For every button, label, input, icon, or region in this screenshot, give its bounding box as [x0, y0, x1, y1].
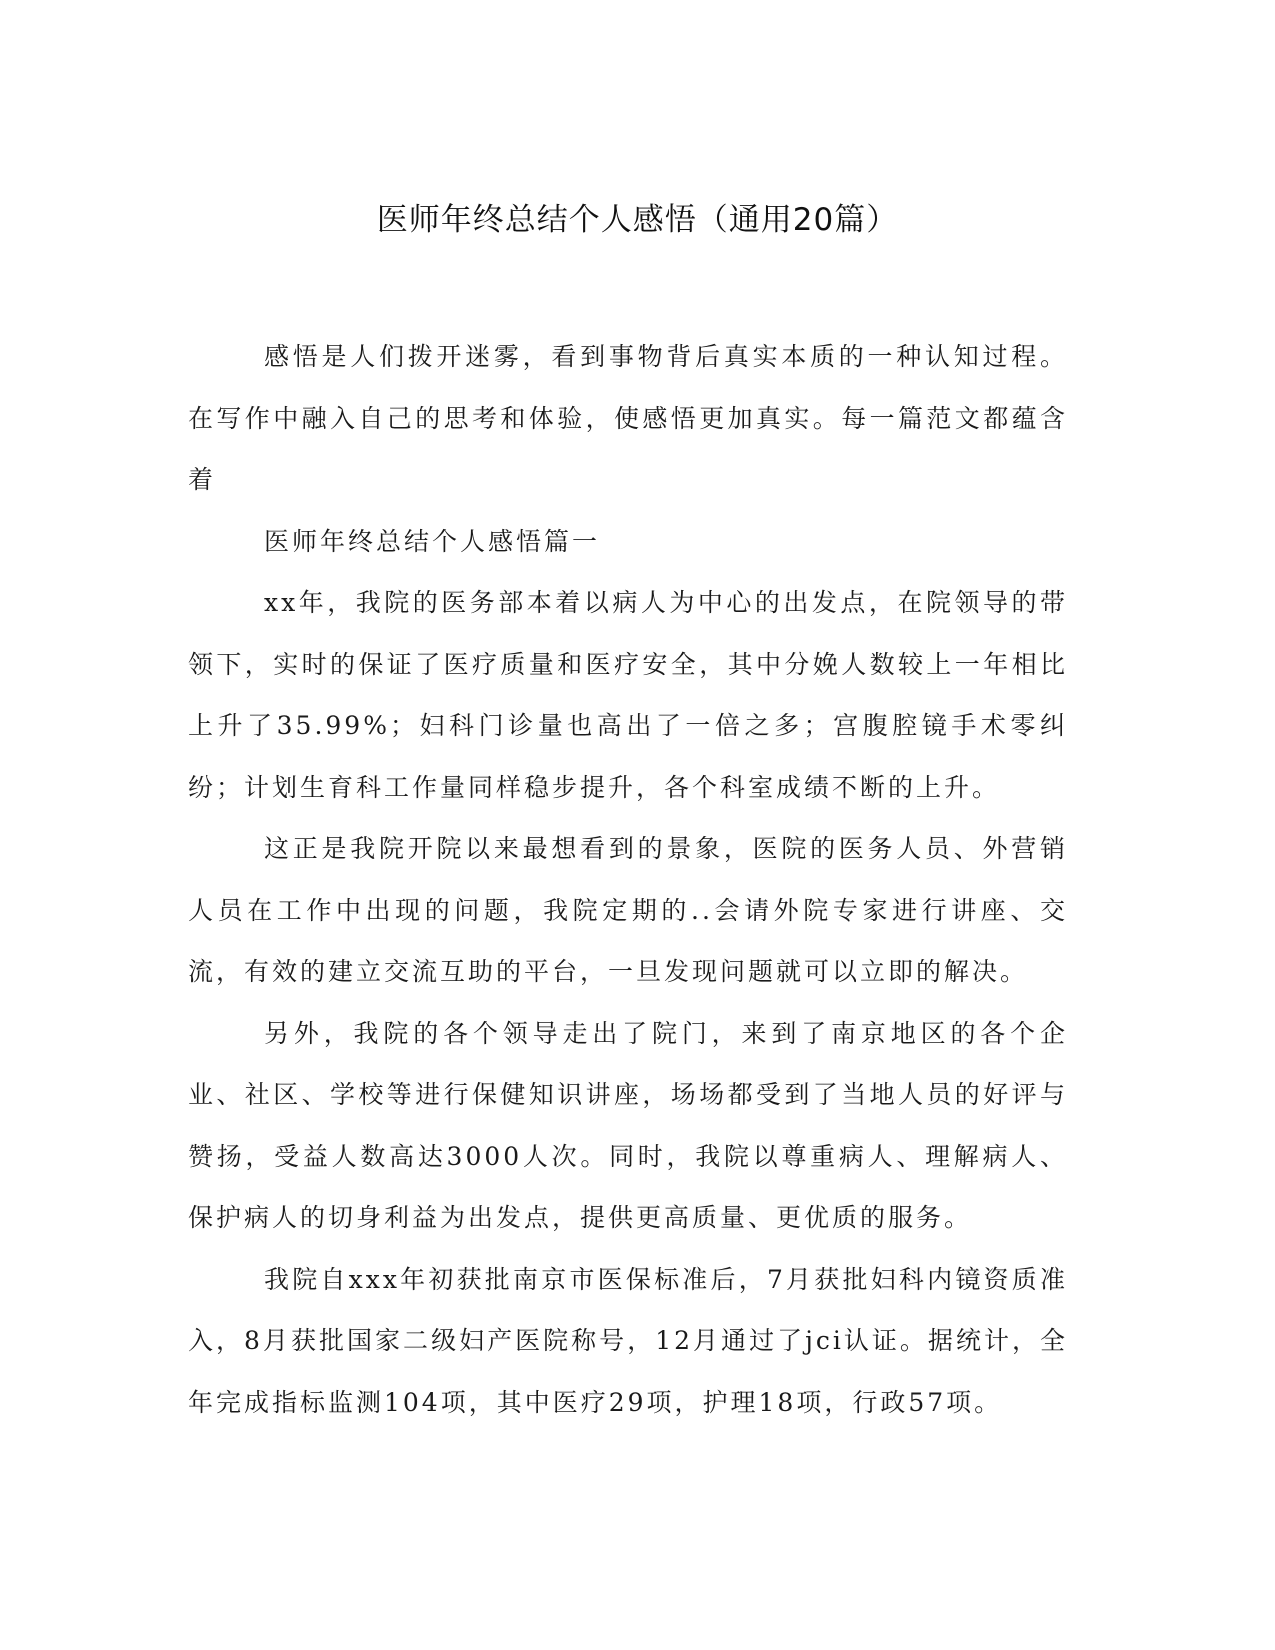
- body-paragraph: 我院自xxx年初获批南京市医保标准后，7月获批妇科内镜资质准入，8月获批国家二级妇产医院称号，12月通过了jci认证。据统计，全年完成指标监测104项，其中医疗29项，护理18项，行政57项。: [188, 1264, 1068, 1417]
- body-paragraph: 这正是我院开院以来最想看到的景象，医院的医务人员、外营销人员在工作中出现的问题，我院定期的..会请外院专家进行讲座、交流，有效的建立交流互助的平台，一旦发现问题就可以立即的解决。: [188, 834, 1068, 986]
- section-heading: 医师年终总结个人感悟篇一: [264, 526, 601, 556]
- intro-paragraph: 感悟是人们拨开迷雾，看到事物背后真实本质的一种认知过程。在写作中融入自己的思考和体验，使感悟更加真实。每一篇范文都蕴含着: [188, 342, 1068, 494]
- document-title: 医师年终总结个人感悟（通用20篇）: [376, 202, 899, 238]
- body-paragraph: xx年，我院的医务部本着以病人为中心的出发点，在院领导的带领下，实时的保证了医疗质量和医疗安全，其中分娩人数较上一年相比上升了35.99%；妇科门诊量也高出了一倍之多；宫腹腔镜手术零纠纷；计划生育科工作量同样稳步提升，各个科室成绩不断的上升。: [188, 588, 1068, 802]
- body-paragraph: 另外，我院的各个领导走出了院门，来到了南京地区的各个企业、社区、学校等进行保健知识讲座，场场都受到了当地人员的好评与赞扬，受益人数高达3000人次。同时，我院以尊重病人、理解病人、保护病人的切身利益为出发点，提供更高质量、更优质的服务。: [188, 1018, 1068, 1232]
- document-body: [188, 326, 1068, 1433]
